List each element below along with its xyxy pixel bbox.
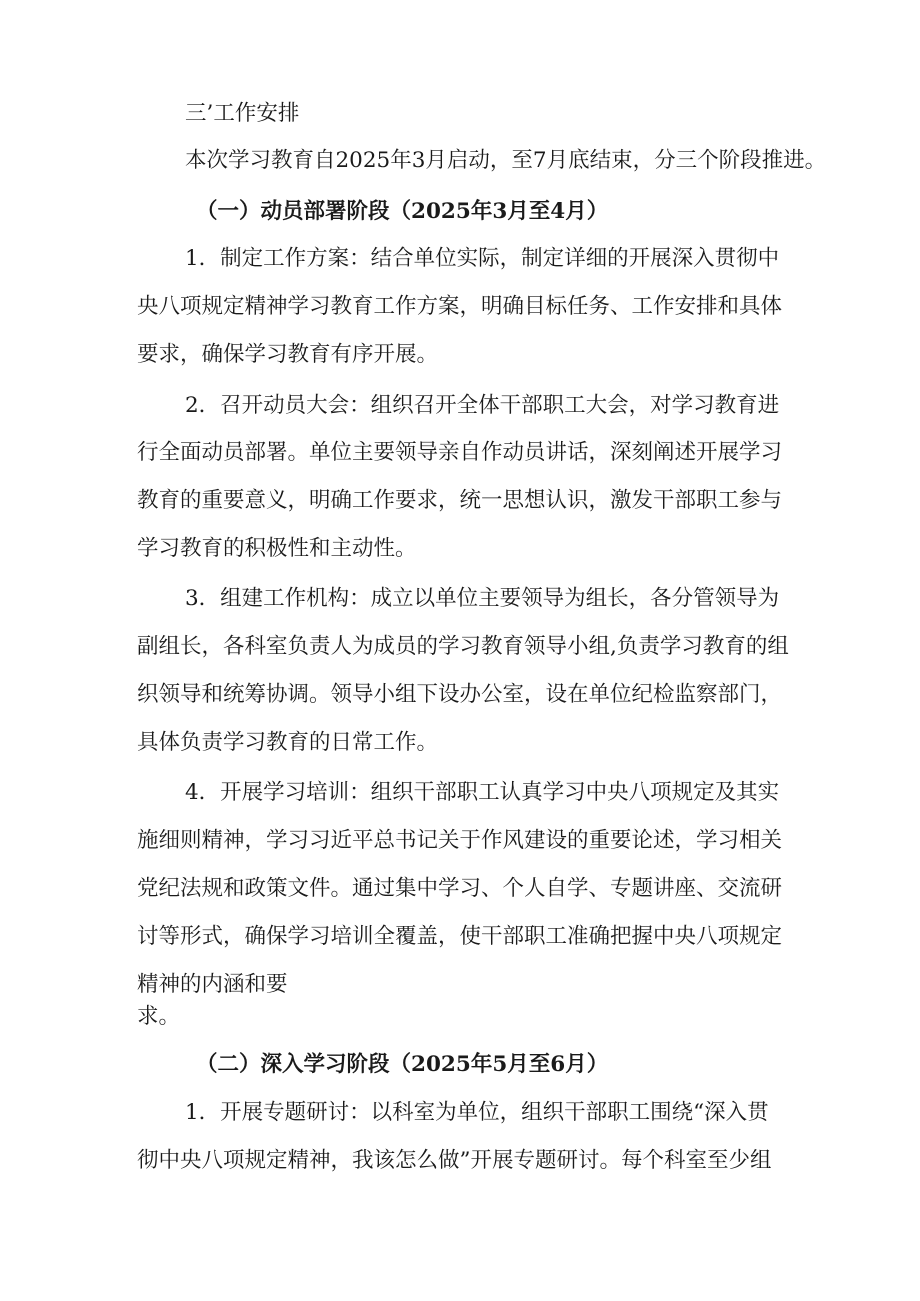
phase2-item1-line: 彻中央八项规定精神，我该怎么做”开展专题研讨。每个科室至少组 — [137, 1148, 772, 1173]
phase1-item4-line: 4．开展学习培训：组织干部职工认真学习中央八项规定及其实 — [185, 780, 780, 805]
phase1-item1-line: 1．制定工作方案：结合单位实际，制定详细的开展深入贯彻中 — [185, 246, 780, 271]
phase1-item1-line: 央八项规定精神学习教育工作方案，明确目标任务、工作安排和具体 — [137, 294, 783, 319]
phase1-item4-line: 施细则精神，学习习近平总书记关于作风建设的重要论述，学习相关 — [137, 828, 783, 853]
phase1-item3-line: 织领导和统筹协调。领导小组下设办公室，设在单位纪检监察部门， — [137, 682, 783, 707]
phase2-heading: （二）深入学习阶段（2025年5月至6月） — [196, 1052, 609, 1077]
phase1-item2-line: 学习教育的积极性和主动性。 — [137, 536, 417, 561]
phase1-item3-line: 3．组建工作机构：成立以单位主要领导为组长，各分管领导为 — [185, 586, 780, 611]
phase1-heading: （一）动员部署阶段（2025年3月至4月） — [196, 199, 609, 224]
phase1-item4-line: 精神的内涵和要 — [137, 972, 288, 997]
section-heading: 三’工作安排 — [185, 101, 300, 126]
phase2-item1-line: 1．开展专题研讨：以科室为单位，组织干部职工围绕“深入贯 — [185, 1100, 769, 1125]
phase1-item4-line: 讨等形式，确保学习培训全覆盖，使干部职工准确把握中央八项规定 — [137, 924, 783, 949]
phase1-item3-line: 具体负责学习教育的日常工作。 — [137, 730, 439, 755]
phase1-item2-line: 2．召开动员大会：组织召开全体干部职工大会，对学习教育进 — [185, 393, 780, 418]
phase1-item4-line: 求。 — [137, 1004, 181, 1029]
phase1-item2-line: 教育的重要意义，明确工作要求，统一思想认识，激发干部职工参与 — [137, 488, 783, 513]
phase1-item4-line: 党纪法规和政策文件。通过集中学习、个人自学、专题讲座、交流研 — [137, 876, 783, 901]
intro-paragraph: 本次学习教育自2025年3月启动，至7月底结束，分三个阶段推进。 — [185, 148, 827, 173]
phase1-item3-line: 副组长，各科室负责人为成员的学习教育领导小组,负责学习教育的组 — [137, 634, 789, 659]
phase1-item2-line: 行全面动员部署。单位主要领导亲自作动员讲话，深刻阐述开展学习 — [137, 440, 783, 465]
phase1-item1-line: 要求，确保学习教育有序开展。 — [137, 342, 439, 367]
